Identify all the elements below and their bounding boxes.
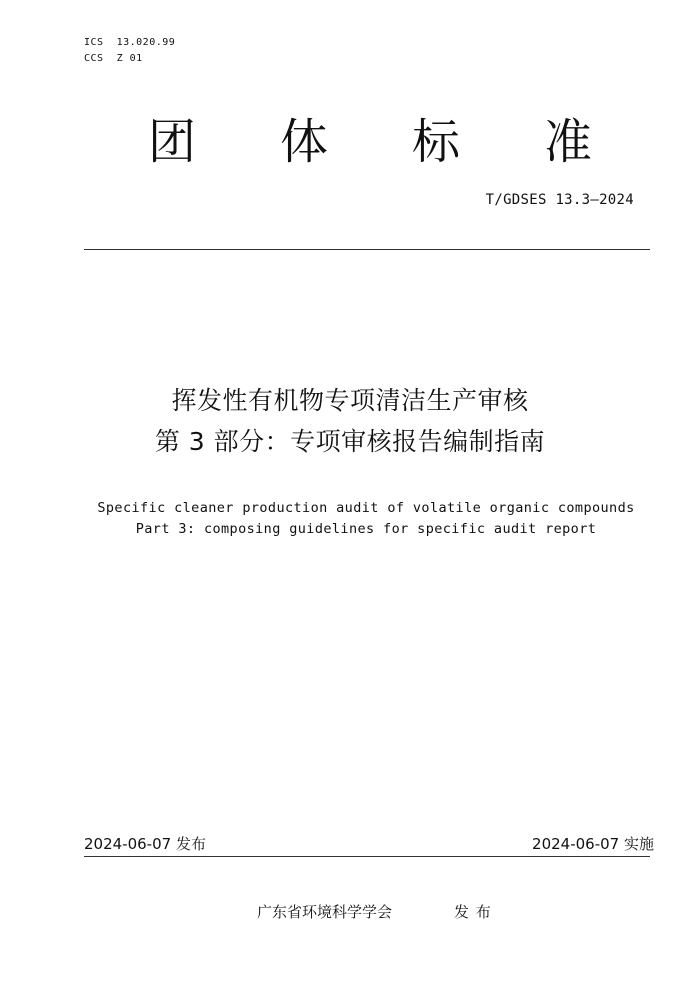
issue-date: 2024-06-07 发布 — [84, 835, 206, 853]
publish-label: 发 布 — [454, 903, 492, 921]
publisher-name: 广东省环境科学学会 — [257, 903, 393, 921]
standard-type-char: 体 — [279, 114, 328, 170]
english-title-line-1: Specific cleaner production audit of volatile organic compounds — [97, 500, 635, 516]
top-divider — [84, 249, 650, 250]
english-title-line-2: Part 3: composing guidelines for specific audit report — [135, 521, 597, 537]
standard-type-title — [140, 110, 600, 174]
classification-codes — [84, 35, 175, 67]
standard-type-char: 标 — [411, 114, 460, 170]
ccs-code: CCS Z 01 — [84, 53, 143, 64]
standard-type-char: 准 — [543, 114, 592, 170]
standard-type-char: 团 — [147, 114, 196, 170]
ics-code: ICS 13.020.99 — [84, 37, 176, 48]
implementation-date: 2024-06-07 实施 — [532, 835, 654, 853]
standard-number: T/GDSES 13.3—2024 — [485, 192, 634, 208]
chinese-title-line-1: 挥发性有机物专项清洁生产审核 — [171, 386, 529, 415]
chinese-title-line-2: 第 3 部分：专项审核报告编制指南 — [154, 427, 546, 456]
bottom-divider — [84, 856, 650, 857]
